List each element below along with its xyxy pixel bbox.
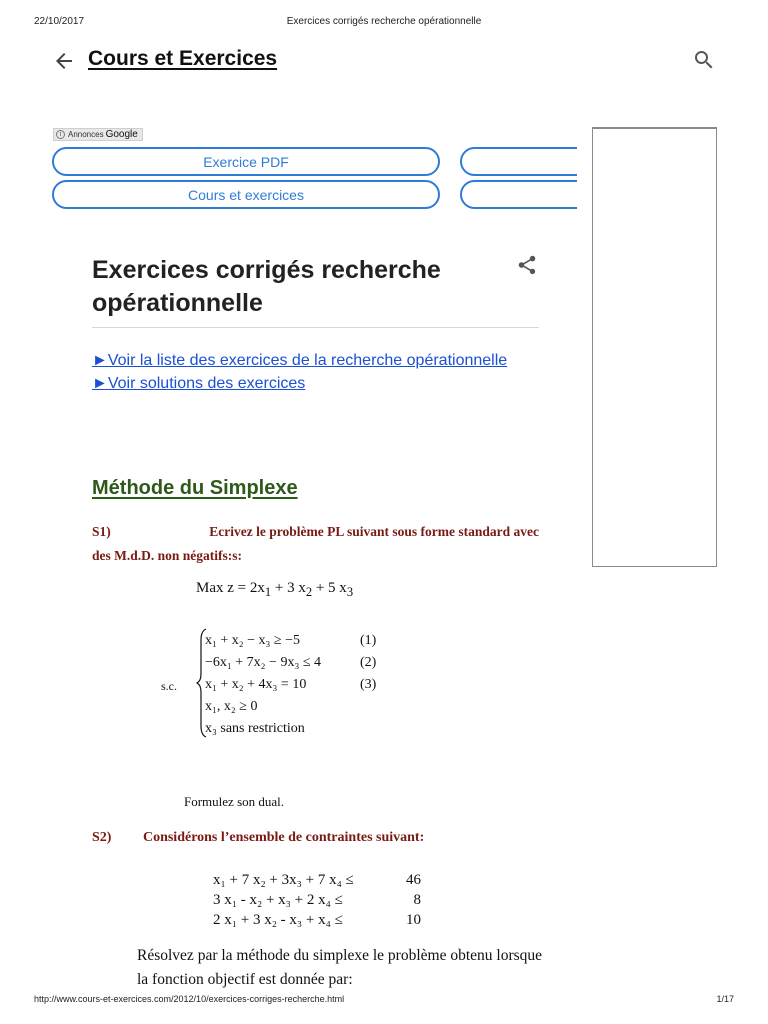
constraint-number: (2) [360, 655, 377, 670]
objective-part: Max z = 2x [196, 580, 265, 596]
resolve-instructions: Résolvez par la méthode du simplexe le problème obtenu lorsque la fonction objectif est donnée par: [137, 947, 543, 988]
title-divider [92, 327, 539, 328]
share-icon[interactable] [516, 254, 538, 276]
inequality-rhs: 8 [413, 892, 421, 908]
constraints-system [205, 630, 400, 740]
ad-badge[interactable] [53, 128, 143, 141]
ad-links [52, 146, 577, 212]
objective-subscript: 1 [264, 585, 272, 599]
dual-prompt: Formulez son dual. [184, 794, 285, 809]
constraint-number [360, 696, 400, 718]
inequality-system [213, 870, 421, 930]
post-links [92, 349, 542, 395]
constraint-expr: −6x₁ + 7x₂ − 9x₃ ≤ 4 [205, 655, 322, 670]
app-bar [0, 44, 768, 78]
inequality-expr: x₁ + 7 x₂ + 3x₃ + 7 x₄ ≤ [213, 872, 354, 888]
link-exercise-list[interactable]: ►Voir la liste des exercices de la recherche opérationnelle [92, 352, 508, 369]
print-footer [0, 994, 768, 1008]
link-solutions[interactable]: ►Voir solutions des exercices [92, 375, 306, 392]
ad-link-exercice-pdf[interactable]: Exercice PDF [52, 147, 440, 176]
print-date: 22/10/2017 [34, 16, 85, 27]
exercise-s1 [92, 520, 539, 568]
ad-link-cours-exercices[interactable]: Cours et exercices [52, 180, 440, 209]
print-header [0, 16, 768, 30]
ad-badge-brand: Google [105, 129, 138, 140]
ad-badge-label: Annonces [68, 130, 104, 139]
exercise-s1-label: S1) [92, 524, 111, 539]
ad-link-partial[interactable] [460, 147, 577, 176]
arrow-left-icon[interactable] [52, 49, 76, 73]
exercise-s1-line1: Ecrivez le problème PL suivant sous forme standard avec [209, 524, 539, 539]
inequality-row [213, 910, 421, 930]
constraint-number: (3) [360, 677, 377, 692]
objective-function [196, 580, 353, 600]
site-title-link[interactable]: Cours et Exercices [88, 47, 278, 70]
objective-subscript: 2 [305, 585, 313, 599]
constraint-row [205, 630, 400, 652]
constraints-label: s.c. [161, 679, 177, 693]
exercise-s2-label: S2) [92, 830, 112, 845]
constraint-row [205, 696, 400, 718]
constraint-expr: x₁ + x₂ − x₃ ≥ −5 [205, 633, 301, 648]
constraint-row [205, 718, 400, 740]
inequality-rhs: 46 [406, 872, 421, 888]
exercise-s2-text: Considérons l’ensemble de contraintes suivant: [142, 830, 425, 845]
print-title: Exercices corrigés recherche opérationnelle [286, 16, 482, 27]
post-title: Exercices corrigés recherche opérationnelle [92, 256, 441, 317]
search-icon[interactable] [692, 48, 716, 72]
objective-subscript: 3 [346, 585, 354, 599]
exercise-s2 [92, 830, 424, 846]
inequality-expr: 3 x₁ - x₂ + x₃ + 2 x₄ ≤ [213, 892, 343, 908]
constraint-expr: x₁, x₂ ≥ 0 [205, 699, 258, 714]
constraint-row [205, 652, 400, 674]
inequality-expr: 2 x₁ + 3 x₂ - x₃ + x₄ ≤ [213, 912, 343, 928]
inequality-rhs: 10 [406, 912, 421, 928]
print-url: http://www.cours-et-exercices.com/2012/10/exercices-corriges-recherche.html [34, 994, 345, 1004]
section-heading: Méthode du Simplexe [92, 477, 298, 499]
inequality-row [213, 870, 421, 890]
objective-part: + 5 x [312, 580, 347, 596]
print-page-number: 1/17 [716, 994, 734, 1004]
sidebar-ad-panel [592, 127, 717, 567]
constraint-expr: x₃ sans restriction [205, 721, 305, 736]
inequality-row [213, 890, 421, 910]
exercise-s1-line2: des M.d.D. non négatifs:s: [92, 548, 243, 563]
constraint-number [360, 718, 400, 740]
ad-link-partial[interactable] [460, 180, 577, 209]
constraint-row [205, 674, 400, 696]
objective-part: + 3 x [271, 580, 306, 596]
constraint-number: (1) [360, 633, 377, 648]
constraint-expr: x₁ + x₂ + 4x₃ = 10 [205, 677, 307, 692]
info-icon: i [56, 130, 65, 139]
